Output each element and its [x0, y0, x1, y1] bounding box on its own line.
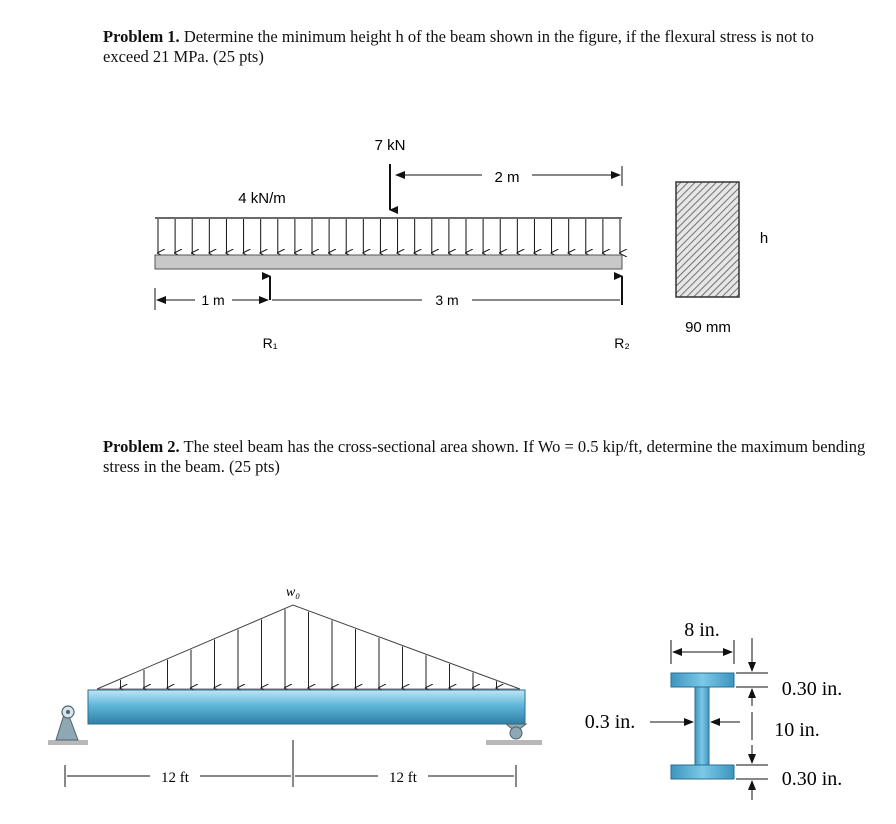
- dim-2m-label: 2 m: [494, 169, 520, 186]
- flange-bottom-label: 0.30 in.: [781, 768, 843, 790]
- reaction-1-label: R₁: [262, 335, 278, 351]
- cross-section-rectangle: [676, 182, 739, 297]
- point-load-label: 7 kN: [374, 137, 406, 154]
- triangular-load-arrows: [121, 609, 497, 688]
- distributed-load-arrows: [158, 219, 620, 253]
- span-right-label: 12 ft: [389, 770, 417, 786]
- pin-support-icon: [48, 706, 88, 745]
- problem-1-text: Determine the minimum height h of the beam shown in the figure, if the flexural stress is not to exceed 21 MPa. (25 pts): [103, 27, 814, 66]
- problem-1-label: Problem 1.: [103, 27, 180, 46]
- figure-2-beam-diagram: [48, 585, 842, 800]
- beam-1: [155, 255, 622, 269]
- flange-top-label: 0.30 in.: [781, 678, 843, 700]
- distributed-load-label: 4 kN/m: [238, 190, 286, 207]
- problem-2-text: The steel beam has the cross-sectional area shown. If Wo = 0.5 kip/ft, determine the maximum bending stress in the beam. (25 pts): [103, 437, 866, 476]
- depth-label: 10 in.: [774, 719, 820, 741]
- load-intensity-label: w₀: [285, 585, 301, 600]
- span-left-label: 12 ft: [161, 770, 189, 786]
- roller-support-icon: [486, 724, 542, 745]
- flange-width-label: 8 in.: [684, 619, 720, 641]
- reaction-2-label: R₂: [614, 335, 630, 351]
- height-label: h: [759, 230, 769, 247]
- problem-2-label: Problem 2.: [103, 437, 180, 456]
- beam-2: [88, 690, 525, 724]
- i-beam-cross-section: [671, 673, 734, 779]
- figure-1-beam-diagram: [155, 137, 768, 351]
- dim-3m-label: 3 m: [435, 292, 459, 308]
- width-label: 90 mm: [685, 319, 731, 336]
- web-thickness-label: 0.3 in.: [584, 711, 636, 733]
- dim-1m-label: 1 m: [201, 292, 225, 308]
